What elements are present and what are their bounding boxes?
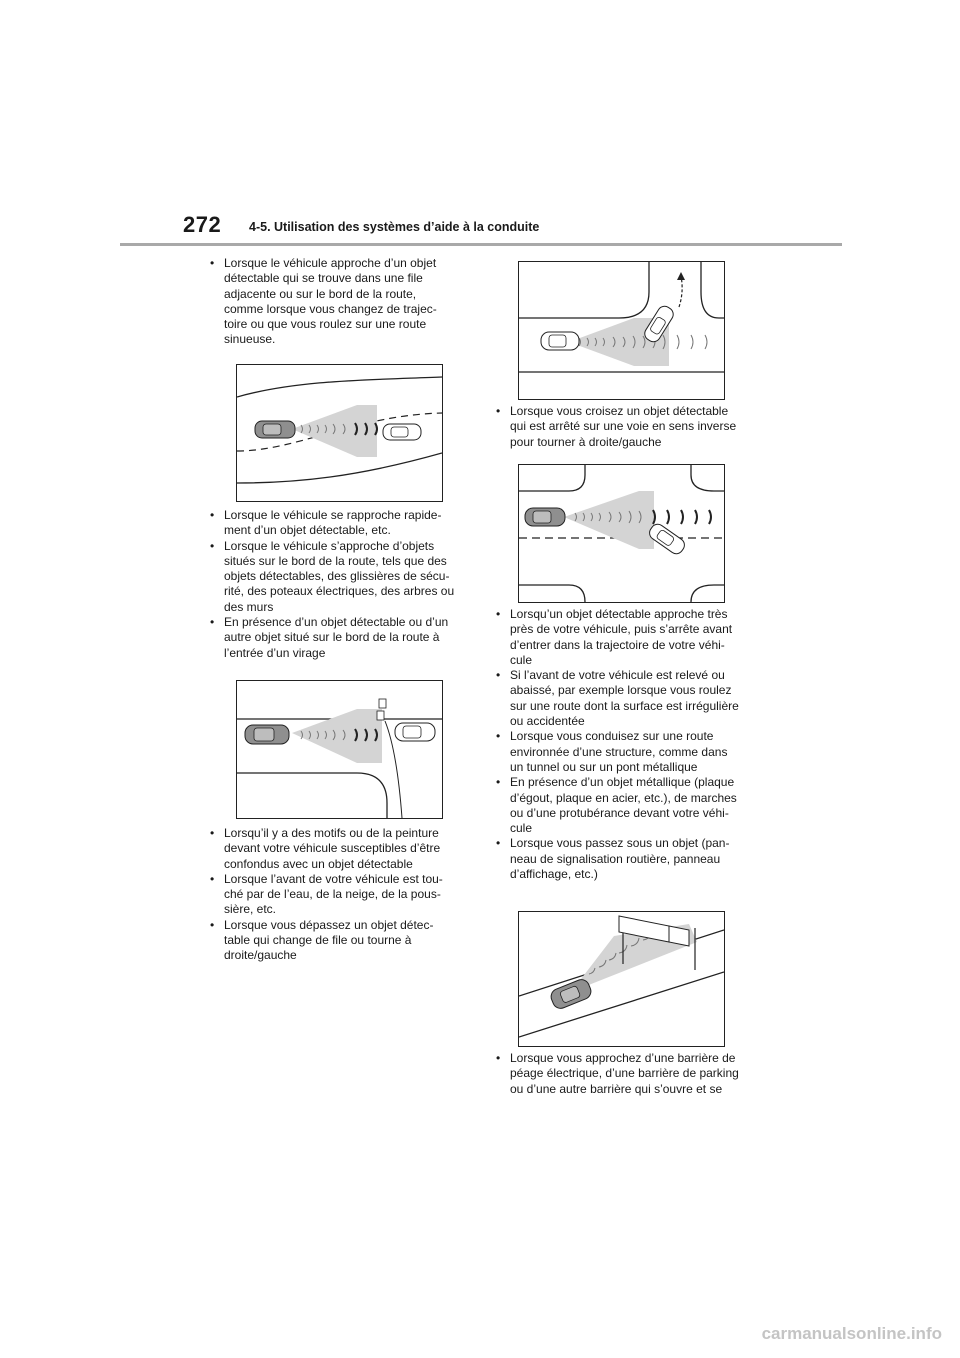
bullet-item: • Lorsque vous croisez un objet détectable qui est arrêté sur une voie en sens inverse pour tourner à droite/gauche <box>493 404 743 450</box>
right-list-2 <box>493 607 743 882</box>
bullet-item: • En présence d’un objet métallique (plaque d’égout, plaque en acier, etc.), de marches ou d’une protubérance devant votre véhi-cule <box>493 775 743 836</box>
car-radar-turn-illustration <box>519 262 724 399</box>
car-radar-crossing-illustration <box>519 465 724 602</box>
bullet-item: • Lorsque vous approchez d’une barrière de péage électrique, d’une barrière de parking ou d’une autre barrière qui s’ouvre et se <box>493 1051 743 1097</box>
right-list-3 <box>493 1051 743 1097</box>
bullet-item: • Lorsque l’avant de votre véhicule est tou-ché par de l’eau, de la neige, de la pous-sière, etc. <box>207 872 457 918</box>
bullet-item: • Lorsque vous dépassez un objet détec-table qui change de file ou tourne à droite/gauche <box>207 918 457 964</box>
bullet-item: • Lorsqu’un objet détectable approche très près de votre véhicule, puis s’arrête avant d’entrer dans la trajectoire de votre véhi-cule <box>493 607 743 668</box>
figure-curved-road <box>236 364 443 502</box>
bullet-item: • En présence d’un objet détectable ou d’un autre objet situé sur le bord de la route à l’entrée d’un virage <box>207 615 457 661</box>
figure-oncoming-turn <box>518 464 725 603</box>
bullet-item: • Si l’avant de votre véhicule est relevé ou abaissé, par exemple lorsque vous roulez sur une route dont la surface est irrégulière ou accidentée <box>493 668 743 729</box>
car-radar-corner-illustration <box>237 681 442 818</box>
bullet-item: • Lorsque vous conduisez sur une route environnée d’une structure, comme dans un tunnel ou sur un pont métallique <box>493 729 743 775</box>
figure-roadside-curve <box>236 680 443 819</box>
bullet-item: • Lorsque vous passez sous un objet (pan-neau de signalisation routière, panneau d’affichage, etc.) <box>493 836 743 882</box>
bullet-item: • Lorsque le véhicule se rapproche rapide-ment d’un objet détectable, etc. <box>207 508 457 539</box>
left-list-3 <box>207 826 457 964</box>
figure-overhead-sign <box>518 911 725 1047</box>
bullet-item: • Lorsque le véhicule approche d’un objet détectable qui se trouve dans une file adjacente ou sur le bord de la route, comme lorsque vous changez de trajec-toire ou que vous roulez sur une route sinueuse. <box>207 256 457 348</box>
section-title: 4-5. Utilisation des systèmes d’aide à la conduite <box>249 220 540 234</box>
header-divider <box>120 243 842 246</box>
watermark-text: carmanualsonline.info <box>761 1324 942 1343</box>
right-list-1 <box>493 404 743 450</box>
figure-turn-intersection <box>518 261 725 400</box>
car-radar-gantry-illustration <box>519 912 724 1046</box>
bullet-item: • Lorsqu’il y a des motifs ou de la peinture devant votre véhicule susceptibles d’être confondus avec un objet détectable <box>207 826 457 872</box>
car-radar-curve-illustration <box>237 365 442 501</box>
page-number: 272 <box>183 212 222 237</box>
left-list-2 <box>207 508 457 661</box>
bullet-item: • Lorsque le véhicule s’approche d’objets situés sur le bord de la route, tels que des objets détectables, des glissières de sécu-rité, des poteaux électriques, des arbres ou des murs <box>207 539 457 615</box>
left-list-1 <box>207 256 457 348</box>
